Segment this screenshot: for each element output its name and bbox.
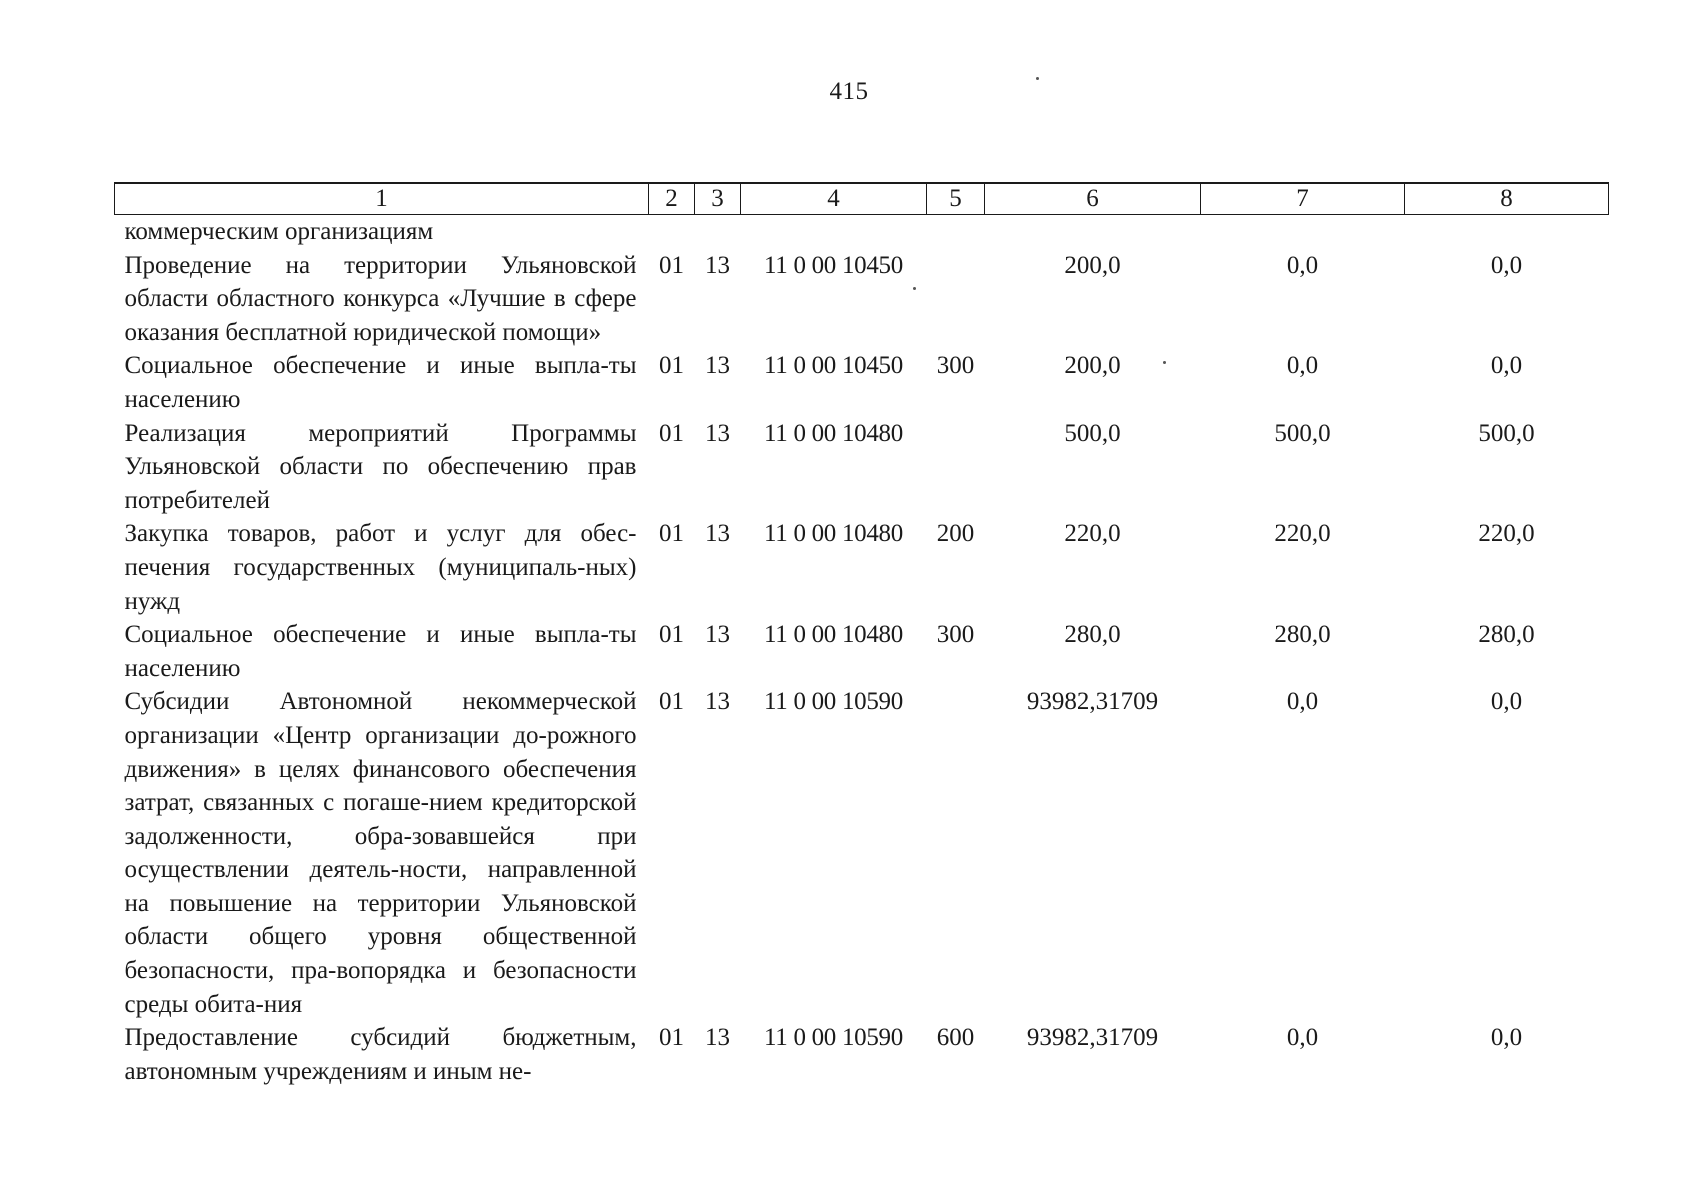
row-description: Социальное обеспечение и иные выпла-ты населению <box>124 352 637 413</box>
row-subsection: 13 <box>705 1024 730 1052</box>
row-expense-type: 300 <box>936 621 975 649</box>
row-amount-col7: 0,0 <box>1286 688 1319 716</box>
row-expense-type <box>927 685 985 1021</box>
row-amount-col7: 0,0 <box>1286 1024 1319 1052</box>
row-amount-col7: 0,0 <box>1286 352 1319 380</box>
row-amount-col8: 0,0 <box>1490 251 1523 279</box>
row-amount-col6: 220,0 <box>1064 520 1121 548</box>
row-amount-col7: 500,0 <box>1274 419 1331 447</box>
row-section: 01 <box>659 621 684 649</box>
row-amount-col8: 220,0 <box>1478 520 1535 548</box>
row-expense-type: 200 <box>936 520 975 548</box>
row-subsection: 13 <box>705 621 730 649</box>
row-amount-col8 <box>1405 215 1609 249</box>
row-amount-col6: 93982,31709 <box>1026 688 1159 716</box>
row-subsection: 13 <box>705 251 730 279</box>
row-expense-type: 600 <box>936 1024 975 1052</box>
row-target: 11 0 00 10450 <box>764 251 903 279</box>
scan-speck <box>1036 77 1039 80</box>
column-header: 1 <box>115 183 649 215</box>
column-header: 7 <box>1201 183 1405 215</box>
row-amount-col7: 220,0 <box>1274 520 1331 548</box>
row-subsection: 13 <box>705 520 730 548</box>
row-target: 11 0 00 10480 <box>764 419 903 447</box>
row-section: 01 <box>659 520 684 548</box>
row-amount-col8: 0,0 <box>1490 688 1523 716</box>
row-target <box>741 215 927 249</box>
column-header: 2 <box>649 183 695 215</box>
row-expense-type <box>927 215 985 249</box>
row-section: 01 <box>659 1024 684 1052</box>
row-section: 01 <box>659 352 684 380</box>
table-row <box>115 618 1609 685</box>
table-row <box>115 685 1609 1021</box>
row-target: 11 0 00 10450 <box>764 352 903 380</box>
row-section <box>649 215 695 249</box>
row-section: 01 <box>659 688 684 716</box>
row-description: коммерческим организациям <box>124 218 434 245</box>
row-amount-col6: 200,0 <box>1064 251 1121 279</box>
table-row <box>115 1021 1609 1088</box>
row-subsection: 13 <box>705 419 730 447</box>
row-target: 11 0 00 10590 <box>764 1024 903 1052</box>
column-header: 3 <box>695 183 741 215</box>
row-amount-col6: 93982,31709 <box>1026 1024 1159 1052</box>
table-row <box>115 215 1609 249</box>
row-target: 11 0 00 10480 <box>764 621 903 649</box>
row-target: 11 0 00 10480 <box>764 520 903 548</box>
row-amount-col6 <box>985 215 1201 249</box>
row-description: Проведение на территории Ульяновской области областного конкурса «Лучшие в сфере оказания бесплатной юридической помощи» <box>124 251 637 346</box>
row-subsection: 13 <box>705 352 730 380</box>
row-expense-type: 300 <box>936 352 975 380</box>
column-header: 8 <box>1405 183 1609 215</box>
row-description: Субсидии Автономной некоммерческой организации «Центр организации до-рожного движения» в целях финансового обеспечения затрат, связанных с погаше-нием кредиторской задолженности, обра-зовавшейся при осуществлении деятель-ности, направленной на повышение на территории Ульяновской области общего уровня общественной безопасности, пра-вопорядка и безопасности среды обита-ния <box>124 688 637 1018</box>
header-row <box>115 183 1609 215</box>
row-amount-col7: 280,0 <box>1274 621 1331 649</box>
row-description: Социальное обеспечение и иные выпла-ты населению <box>124 621 637 682</box>
column-header: 5 <box>927 183 985 215</box>
row-subsection: 13 <box>705 688 730 716</box>
column-header: 6 <box>985 183 1201 215</box>
row-section: 01 <box>659 251 684 279</box>
row-description: Закупка товаров, работ и услуг для обес-печения государственных (муниципаль-ных) нужд <box>124 520 637 615</box>
column-header: 4 <box>741 183 927 215</box>
row-amount-col8: 500,0 <box>1478 419 1535 447</box>
row-section: 01 <box>659 419 684 447</box>
row-amount-col7 <box>1201 215 1405 249</box>
row-target: 11 0 00 10590 <box>764 688 903 716</box>
row-amount-col8: 0,0 <box>1490 1024 1523 1052</box>
row-description: Реализация мероприятий Программы Ульяновской области по обеспечению прав потребителей <box>124 419 637 514</box>
table-row <box>115 349 1609 416</box>
table-row <box>115 517 1609 618</box>
row-amount-col6: 280,0 <box>1064 621 1121 649</box>
row-amount-col8: 280,0 <box>1478 621 1535 649</box>
row-expense-type <box>927 417 985 518</box>
table-header <box>115 183 1609 215</box>
table-body <box>115 215 1609 1089</box>
table-row <box>115 417 1609 518</box>
row-subsection <box>695 215 741 249</box>
page-number: 415 <box>829 78 869 105</box>
row-amount-col7: 0,0 <box>1286 251 1319 279</box>
row-description: Предоставление субсидий бюджетным, автономным учреждениям и иным не- <box>124 1024 637 1085</box>
row-amount-col6: 200,0 <box>1064 352 1121 380</box>
row-expense-type <box>927 249 985 350</box>
table-row <box>115 249 1609 350</box>
row-amount-col6: 500,0 <box>1064 419 1121 447</box>
row-amount-col8: 0,0 <box>1490 352 1523 380</box>
budget-table <box>114 182 1609 1088</box>
